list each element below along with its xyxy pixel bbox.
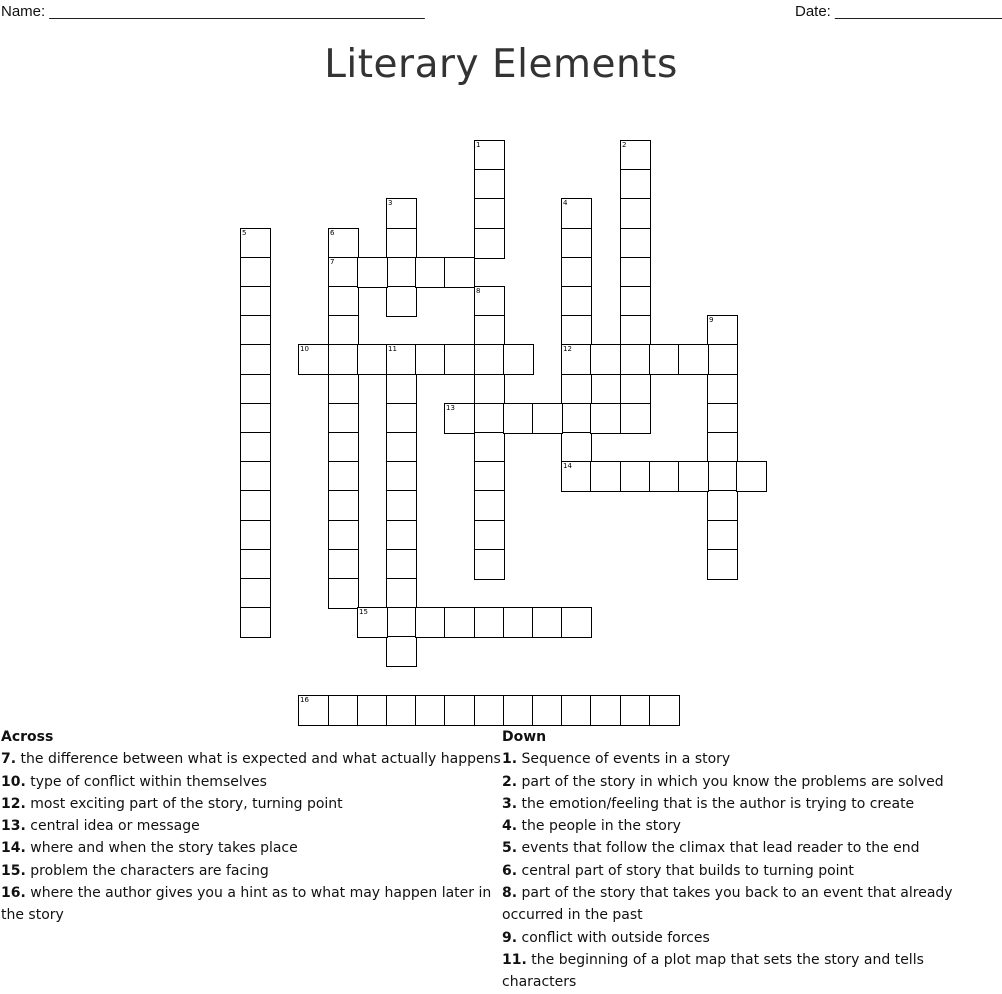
crossword-cell[interactable] bbox=[474, 374, 505, 405]
crossword-cell[interactable] bbox=[561, 432, 592, 463]
crossword-cell[interactable] bbox=[386, 286, 417, 317]
clue-text: central part of story that builds to turning point bbox=[521, 862, 854, 879]
crossword-cell[interactable] bbox=[590, 461, 621, 492]
crossword-cell[interactable] bbox=[532, 695, 563, 726]
clue-text: most exciting part of the story, turning point bbox=[30, 795, 343, 812]
clue-text: conflict with outside forces bbox=[521, 929, 710, 946]
down-clue bbox=[502, 927, 1002, 949]
crossword-cell[interactable] bbox=[620, 228, 651, 259]
crossword-cell[interactable] bbox=[444, 257, 475, 288]
clue-text: Sequence of events in a story bbox=[521, 751, 731, 768]
crossword-cell[interactable] bbox=[328, 257, 359, 288]
crossword-cell[interactable] bbox=[474, 607, 505, 638]
clue-number: 7 bbox=[330, 258, 335, 266]
crossword-cell[interactable] bbox=[474, 228, 505, 259]
crossword-cell[interactable] bbox=[620, 461, 651, 492]
crossword-cell[interactable] bbox=[678, 461, 709, 492]
crossword-cell[interactable] bbox=[649, 344, 680, 375]
crossword-cell[interactable] bbox=[474, 520, 505, 551]
crossword-cell[interactable] bbox=[561, 286, 592, 317]
across-clue bbox=[1, 815, 506, 837]
crossword-cell[interactable] bbox=[474, 549, 505, 580]
clue-number: 1 bbox=[476, 141, 481, 149]
crossword-cell[interactable] bbox=[503, 607, 534, 638]
crossword-cell[interactable] bbox=[620, 315, 651, 346]
across-clue bbox=[1, 860, 506, 882]
crossword-cell[interactable] bbox=[503, 695, 534, 726]
clue-text: central idea or message bbox=[30, 818, 200, 835]
crossword-cell[interactable] bbox=[620, 140, 651, 171]
crossword-cell[interactable] bbox=[328, 520, 359, 551]
clue-num: 15. bbox=[1, 862, 26, 879]
crossword-cell[interactable] bbox=[561, 344, 592, 375]
crossword-cell[interactable] bbox=[561, 461, 592, 492]
crossword-cell[interactable] bbox=[474, 198, 505, 229]
crossword-cell[interactable] bbox=[328, 490, 359, 521]
crossword-cell[interactable] bbox=[328, 578, 359, 609]
crossword-cell[interactable] bbox=[620, 344, 651, 375]
crossword-cell[interactable] bbox=[707, 549, 738, 580]
clue-text: where and when the story takes place bbox=[30, 840, 298, 857]
crossword-cell[interactable] bbox=[444, 607, 475, 638]
crossword-cell[interactable] bbox=[240, 286, 271, 317]
crossword-cell[interactable] bbox=[386, 257, 417, 288]
clue-num: 11. bbox=[502, 951, 527, 968]
crossword-cell[interactable] bbox=[561, 198, 592, 229]
crossword-cell[interactable] bbox=[386, 578, 417, 609]
across-clue bbox=[1, 771, 506, 793]
crossword-cell[interactable] bbox=[386, 490, 417, 521]
crossword-cell[interactable] bbox=[240, 228, 271, 259]
clue-number: 2 bbox=[622, 141, 627, 149]
crossword-cell[interactable] bbox=[240, 403, 271, 434]
crossword-cell[interactable] bbox=[328, 315, 359, 346]
crossword-cell[interactable] bbox=[386, 344, 417, 375]
down-clue bbox=[502, 748, 1002, 770]
clue-number: 10 bbox=[300, 345, 309, 353]
across-clue bbox=[1, 837, 506, 859]
across-clues bbox=[1, 726, 506, 927]
crossword-cell[interactable] bbox=[620, 198, 651, 229]
crossword-cell[interactable] bbox=[328, 695, 359, 726]
crossword-cell[interactable] bbox=[444, 344, 475, 375]
crossword-cell[interactable] bbox=[415, 344, 446, 375]
crossword-cell[interactable] bbox=[386, 695, 417, 726]
crossword-cell[interactable] bbox=[620, 257, 651, 288]
crossword-cell[interactable] bbox=[328, 461, 359, 492]
clue-text: part of the story that takes you back to an event that already occurred in the past bbox=[502, 885, 953, 924]
crossword-cell[interactable] bbox=[620, 695, 651, 726]
clue-num: 14. bbox=[1, 840, 26, 857]
crossword-cell[interactable] bbox=[357, 344, 388, 375]
crossword-cell[interactable] bbox=[386, 607, 417, 638]
clue-number: 4 bbox=[563, 199, 568, 207]
crossword-cell[interactable] bbox=[240, 520, 271, 551]
crossword-cell[interactable] bbox=[386, 432, 417, 463]
crossword-cell[interactable] bbox=[503, 403, 534, 434]
crossword-cell[interactable] bbox=[240, 432, 271, 463]
crossword-cell[interactable] bbox=[590, 695, 621, 726]
clue-number: 16 bbox=[300, 696, 309, 704]
crossword-cell[interactable] bbox=[298, 344, 329, 375]
crossword-cell[interactable] bbox=[707, 432, 738, 463]
crossword-cell[interactable] bbox=[707, 374, 738, 405]
crossword-cell[interactable] bbox=[386, 228, 417, 259]
crossword-cell[interactable] bbox=[328, 344, 359, 375]
clue-number: 13 bbox=[446, 404, 455, 412]
clue-num: 6. bbox=[502, 862, 518, 879]
clue-number: 3 bbox=[388, 199, 393, 207]
clue-number: 15 bbox=[359, 608, 368, 616]
clue-text: events that follow the climax that lead reader to the end bbox=[521, 840, 920, 857]
clue-text: type of conflict within themselves bbox=[30, 773, 267, 790]
down-clue bbox=[502, 815, 1002, 837]
clue-num: 2. bbox=[502, 773, 518, 790]
crossword-cell[interactable] bbox=[328, 432, 359, 463]
crossword-cell[interactable] bbox=[240, 461, 271, 492]
crossword-cell[interactable] bbox=[386, 549, 417, 580]
crossword-cell[interactable] bbox=[357, 257, 388, 288]
down-clue bbox=[502, 860, 1002, 882]
crossword-cell[interactable] bbox=[474, 315, 505, 346]
clue-num: 12. bbox=[1, 795, 26, 812]
crossword-cell[interactable] bbox=[620, 169, 651, 200]
crossword-cell[interactable] bbox=[415, 695, 446, 726]
crossword-cell[interactable] bbox=[474, 286, 505, 317]
crossword-cell[interactable] bbox=[328, 403, 359, 434]
crossword-cell[interactable] bbox=[415, 607, 446, 638]
crossword-cell[interactable] bbox=[386, 461, 417, 492]
crossword-cell[interactable] bbox=[590, 344, 621, 375]
crossword-cell[interactable] bbox=[328, 286, 359, 317]
crossword-cell[interactable] bbox=[298, 695, 329, 726]
crossword-cell[interactable] bbox=[444, 403, 475, 434]
crossword-cell[interactable] bbox=[444, 695, 475, 726]
crossword-cell[interactable] bbox=[328, 549, 359, 580]
crossword-cell[interactable] bbox=[357, 695, 388, 726]
clue-num: 8. bbox=[502, 885, 518, 902]
crossword-cell[interactable] bbox=[620, 286, 651, 317]
clue-text: part of the story in which you know the problems are solved bbox=[521, 773, 944, 790]
crossword-cell[interactable] bbox=[707, 461, 738, 492]
crossword-cell[interactable] bbox=[240, 490, 271, 521]
crossword-cell[interactable] bbox=[240, 344, 271, 375]
crossword-cell[interactable] bbox=[474, 461, 505, 492]
crossword-cell[interactable] bbox=[707, 344, 738, 375]
crossword-cell[interactable] bbox=[620, 403, 651, 434]
crossword-cell[interactable] bbox=[474, 490, 505, 521]
clue-text: where the author gives you a hint as to what may happen later in the story bbox=[1, 885, 492, 924]
crossword-cell[interactable] bbox=[386, 374, 417, 405]
clue-num: 3. bbox=[502, 795, 518, 812]
crossword-cell[interactable] bbox=[678, 344, 709, 375]
crossword-cell[interactable] bbox=[474, 403, 505, 434]
down-clue bbox=[502, 882, 1002, 927]
crossword-cell[interactable] bbox=[707, 520, 738, 551]
crossword-cell[interactable] bbox=[707, 315, 738, 346]
clue-num: 13. bbox=[1, 818, 26, 835]
crossword-cell[interactable] bbox=[620, 374, 651, 405]
clue-text: the people in the story bbox=[521, 818, 681, 835]
date-field-label: Date: ____________________ bbox=[795, 3, 1002, 20]
down-clue bbox=[502, 771, 1002, 793]
crossword-cell[interactable] bbox=[503, 344, 534, 375]
clue-num: 4. bbox=[502, 818, 518, 835]
crossword-cell[interactable] bbox=[561, 228, 592, 259]
clue-num: 1. bbox=[502, 751, 518, 768]
crossword-cell[interactable] bbox=[328, 228, 359, 259]
clue-text: the difference between what is expected and what actually happens bbox=[20, 751, 501, 768]
crossword-cell[interactable] bbox=[357, 607, 388, 638]
clue-num: 16. bbox=[1, 885, 26, 902]
crossword-cell[interactable] bbox=[415, 257, 446, 288]
crossword-cell[interactable] bbox=[386, 198, 417, 229]
clue-number: 11 bbox=[388, 345, 397, 353]
crossword-cell[interactable] bbox=[707, 403, 738, 434]
clue-number: 8 bbox=[476, 287, 481, 295]
down-clues bbox=[502, 726, 1002, 994]
clue-text: the beginning of a plot map that sets the story and tells characters bbox=[502, 951, 924, 991]
crossword-cell[interactable] bbox=[240, 578, 271, 609]
clue-num: 7. bbox=[1, 751, 17, 768]
crossword-cell[interactable] bbox=[532, 403, 563, 434]
clue-number: 12 bbox=[563, 345, 572, 353]
crossword-cell[interactable] bbox=[561, 607, 592, 638]
page-title: Literary Elements bbox=[324, 42, 678, 87]
name-field-label: Name: _____________________________________________ bbox=[1, 3, 425, 20]
crossword-cell[interactable] bbox=[474, 140, 505, 171]
crossword-cell[interactable] bbox=[386, 520, 417, 551]
clue-num: 10. bbox=[1, 773, 26, 790]
crossword-cell[interactable] bbox=[590, 403, 621, 434]
down-clue bbox=[502, 949, 1002, 994]
crossword-cell[interactable] bbox=[561, 403, 592, 434]
crossword-cell[interactable] bbox=[386, 636, 417, 667]
crossword-cell[interactable] bbox=[240, 549, 271, 580]
clue-number: 6 bbox=[330, 229, 335, 237]
down-clue bbox=[502, 837, 1002, 859]
clue-text: the emotion/feeling that is the author is trying to create bbox=[521, 795, 915, 812]
across-clue bbox=[1, 748, 506, 770]
crossword-cell[interactable] bbox=[240, 257, 271, 288]
crossword-cell[interactable] bbox=[474, 169, 505, 200]
crossword-cell[interactable] bbox=[386, 403, 417, 434]
clue-num: 5. bbox=[502, 840, 518, 857]
crossword-cell[interactable] bbox=[474, 344, 505, 375]
crossword-cell[interactable] bbox=[240, 374, 271, 405]
clue-num: 9. bbox=[502, 929, 518, 946]
crossword-cell[interactable] bbox=[240, 607, 271, 638]
crossword-cell[interactable] bbox=[649, 695, 680, 726]
crossword-cell[interactable] bbox=[707, 490, 738, 521]
across-clue bbox=[1, 793, 506, 815]
crossword-cell[interactable] bbox=[561, 695, 592, 726]
crossword-cell[interactable] bbox=[561, 257, 592, 288]
crossword-cell[interactable] bbox=[532, 607, 563, 638]
across-heading: Across bbox=[1, 729, 54, 745]
clue-number: 5 bbox=[242, 229, 247, 237]
crossword-cell[interactable] bbox=[561, 315, 592, 346]
down-clue bbox=[502, 793, 1002, 815]
clue-number: 14 bbox=[563, 462, 572, 470]
crossword-cell[interactable] bbox=[561, 374, 592, 405]
crossword-cell[interactable] bbox=[736, 461, 767, 492]
crossword-cell[interactable] bbox=[649, 461, 680, 492]
across-clue bbox=[1, 882, 506, 927]
crossword-cell[interactable] bbox=[474, 432, 505, 463]
crossword-cell[interactable] bbox=[474, 695, 505, 726]
crossword-cell[interactable] bbox=[328, 374, 359, 405]
crossword-cell[interactable] bbox=[240, 315, 271, 346]
clue-text: problem the characters are facing bbox=[30, 862, 269, 879]
clue-number: 9 bbox=[709, 316, 714, 324]
down-heading: Down bbox=[502, 729, 547, 745]
